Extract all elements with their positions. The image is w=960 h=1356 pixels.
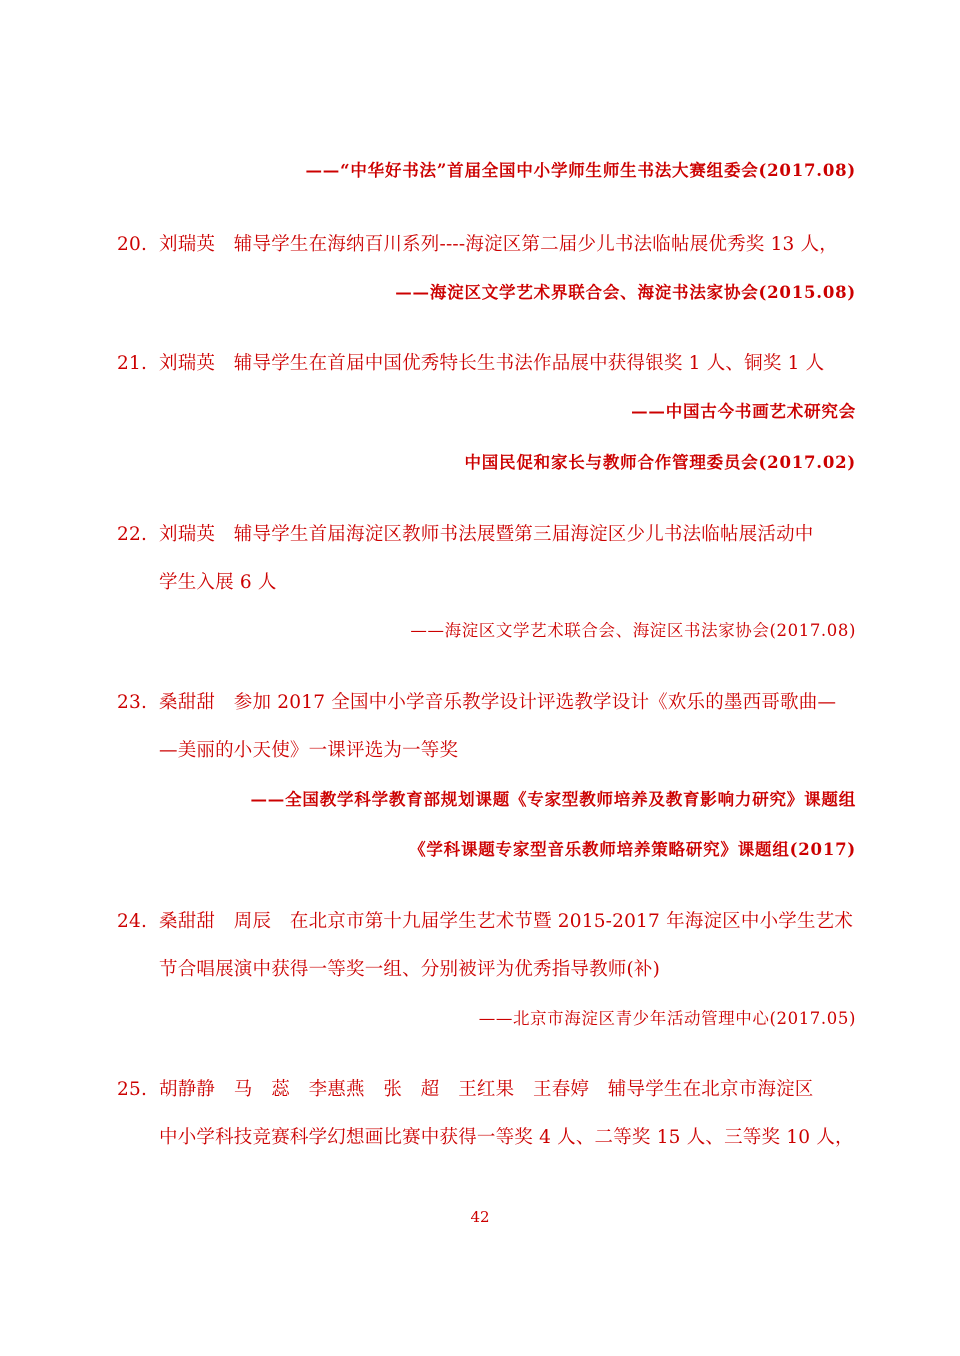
entry-24 [117,913,856,932]
entry-text: 刘瑞英 辅导学生在首届中国优秀特长生书法作品展中获得银奖 1 人、铜奖 1 人 [159,353,825,374]
entry-number: 24. [117,911,148,932]
entry-25 [117,1081,856,1100]
entry-number: 21. [117,353,148,374]
entry-continuation: —美丽的小天使》一课评选为一等奖 [159,740,459,761]
entry-text: 桑甜甜 参加 2017 全国中小学音乐教学设计评选教学设计《欢乐的墨西哥歌曲— [159,692,837,713]
page-number: 42 [470,1208,490,1226]
entry-20 [117,236,856,255]
source-line: ——全国教学科学教育部规划课题《专家型教师培养及教育影响力研究》课题组 [250,790,856,809]
entry-text: 桑甜甜 周辰 在北京市第十九届学生艺术节暨 2015-2017 年海淀区中小学生艺术 [159,911,854,932]
entry-text: 胡静静 马 蕊 李惠燕 张 超 王红果 王春婷 辅导学生在北京市海淀区 [159,1079,814,1100]
source-line: ——海淀区文学艺术界联合会、海淀书法家协会(2015.08) [395,283,856,302]
source-line: ——中国古今书画艺术研究会 [631,402,856,421]
entry-21 [117,355,856,374]
entry-number: 20. [117,234,148,255]
entry-continuation: 学生入展 6 人 [159,572,277,593]
entry-number: 23. [117,692,148,713]
entry-number: 22. [117,524,148,545]
source-line: ——“中华好书法”首届全国中小学师生师生书法大赛组委会(2017.08) [305,161,856,180]
entry-text: 刘瑞英 辅导学生首届海淀区教师书法展暨第三届海淀区少儿书法临帖展活动中 [159,524,814,545]
entry-23 [117,694,856,713]
source-line: 中国民促和家长与教师合作管理委员会(2017.02) [464,453,856,472]
source-line: ——北京市海淀区青少年活动管理中心(2017.05) [478,1009,856,1028]
entry-number: 25. [117,1079,148,1100]
entry-text: 刘瑞英 辅导学生在海纳百川系列----海淀区第二届少儿书法临帖展优秀奖 13 人， [159,234,839,255]
source-line: 《学科课题专家型音乐教师培养策略研究》课题组(2017) [409,840,856,859]
entry-22 [117,526,856,545]
entry-continuation: 中小学科技竞赛科学幻想画比赛中获得一等奖 4 人、二等奖 15 人、三等奖 10 人， [159,1127,854,1148]
entry-continuation: 节合唱展演中获得一等奖一组、分别被评为优秀指导教师(补) [159,959,661,980]
source-line: ——海淀区文学艺术联合会、海淀区书法家协会(2017.08) [410,621,856,640]
